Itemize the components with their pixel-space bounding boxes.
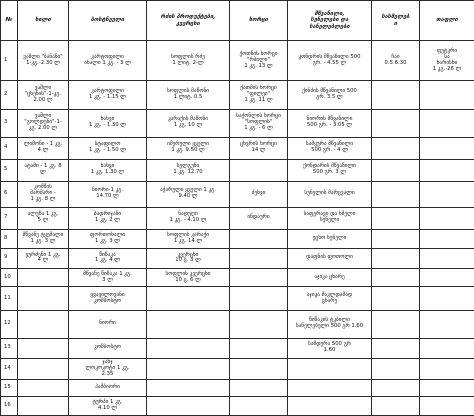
cell-text: სამყურა მწვანილი 500 გრ. - 4 ლ: [305, 141, 354, 154]
cell-text: 16: [4, 402, 11, 409]
fruit-cell: [18, 379, 69, 396]
vegetable-cell: [69, 137, 147, 159]
honey-cell: [420, 207, 474, 229]
vegetable-cell: [69, 249, 147, 269]
row-number: [1, 249, 18, 269]
cell-text: დაფნის ფოთოლი: [306, 254, 353, 261]
dairy-cell: [147, 338, 230, 359]
row-number: [1, 287, 18, 311]
row-number: [1, 41, 18, 81]
cell-text: აჯიკა ცხარე: [314, 273, 345, 280]
drinks-cell: [372, 137, 420, 159]
drinks-cell: [372, 81, 420, 109]
cell-text: ვაშლი "ცხენის"-1-კგ. 2.00 ლ: [24, 85, 62, 103]
row-number: [1, 268, 18, 287]
cell-text: საქონლის ხორცი "სოფლის" 1 კგ. - 6 ლ: [236, 113, 281, 132]
drinks-cell: [372, 109, 420, 137]
meat-cell: [230, 379, 288, 396]
cell-text: 15: [4, 384, 11, 391]
honey-cell: [420, 338, 474, 359]
header-label: ბოსტნეული: [90, 17, 125, 24]
fruit-cell: [18, 159, 69, 181]
table-row: [1, 268, 474, 287]
cell-text: 10: [4, 273, 11, 280]
cell-text: წიწაკის ტკბილი სანელებელი 500 გრ 1.60: [295, 317, 364, 330]
cell-text: მწვანე ტყემალი 1 კგ. 3 ლ: [22, 231, 64, 244]
herbs-cell: [288, 359, 372, 380]
dairy-cell: [147, 41, 230, 81]
table-row: [1, 41, 474, 81]
herbs-cell: [288, 229, 372, 249]
fruit-cell: [18, 287, 69, 311]
cell-text: 8: [4, 234, 8, 241]
header-dairy-eggs: [147, 1, 230, 41]
cell-text: ხახვი 1 კგ. 1.30 ლ: [90, 163, 125, 176]
herbs-cell: [288, 41, 372, 81]
cell-text: ფუტკრი სა ხარისხი 1 კგ.-26 ლ: [432, 47, 462, 72]
row-number: [1, 137, 18, 159]
row-number: [1, 81, 18, 109]
cell-text: 9: [4, 254, 8, 261]
cell-text: ცხვრის ხორცი 14 ლ: [240, 141, 277, 154]
drinks-cell: [372, 181, 420, 207]
row-number: [1, 207, 18, 229]
dairy-cell: [147, 137, 230, 159]
dairy-cell: [147, 397, 230, 416]
cell-text: 2: [4, 91, 8, 98]
cell-text: კარტოფილი ახალი 1 კგ. - 3 ლ: [84, 53, 131, 66]
cell-text: წიწაკა 1 კგ. 4 ლ: [95, 251, 120, 264]
cell-text: მწვანე წიწაკა 1 კგ. 3 ლ: [83, 270, 132, 283]
vegetable-cell: [69, 311, 147, 338]
cell-text: 4: [4, 144, 8, 151]
table-row: [1, 359, 474, 380]
honey-cell: [420, 181, 474, 207]
honey-cell: [420, 229, 474, 249]
table-row: [1, 229, 474, 249]
header-label: №: [5, 17, 13, 24]
honey-cell: [420, 268, 474, 287]
herbs-cell: [288, 338, 372, 359]
vegetable-cell: [69, 181, 147, 207]
cell-text: ალუჩა 1 კგ. 5 ლ: [27, 211, 59, 224]
row-number: [1, 109, 18, 137]
header-label: სასმელებ ი: [381, 14, 410, 27]
drinks-cell: [372, 249, 420, 269]
drinks-cell: [372, 268, 420, 287]
dairy-cell: [147, 311, 230, 338]
fruit-cell: [18, 311, 69, 338]
cell-text: სოფლის რძე 1 ლიტ. 2-ლ: [171, 53, 205, 66]
cell-text: ქინძის მწვანილი 500 გრ. 3.5 ლ: [302, 88, 357, 100]
meat-cell: [230, 137, 288, 159]
header-row: [1, 1, 474, 41]
cell-text: ძეხვი: [251, 190, 266, 197]
cell-text: საფერავი და ხმელი სუნელი: [303, 211, 356, 224]
cell-text: ქონდარის მწვანილი 500 გრ. 3 ლ: [303, 163, 356, 176]
table-row: [1, 81, 474, 109]
dairy-cell: [147, 379, 230, 396]
herbs-cell: [288, 207, 372, 229]
cell-text: 12: [4, 320, 11, 327]
cell-text: სამდურა 500 გრ 1.60: [307, 341, 351, 354]
header-number: [1, 1, 18, 41]
honey-cell: [420, 109, 474, 137]
dairy-cell: [147, 229, 230, 249]
herbs-cell: [288, 181, 372, 207]
herbs-cell: [288, 137, 372, 159]
cell-text: კომბოსტო: [94, 344, 121, 351]
drinks-cell: [372, 338, 420, 359]
cell-text: 13: [4, 344, 11, 351]
cell-text: ჩაი 0.5 6.30: [384, 53, 407, 66]
meat-cell: [230, 109, 288, 137]
cell-text: ქათმის ხორცი "ფილეი" 1 კგ. 11 ლ: [240, 85, 277, 103]
honey-cell: [420, 397, 474, 416]
table-row: [1, 159, 474, 181]
drinks-cell: [372, 159, 420, 181]
honey-cell: [420, 287, 474, 311]
cell-text: ყურძენი 1 კგ. 4 ლ: [25, 251, 61, 264]
vegetable-cell: [69, 338, 147, 359]
meat-cell: [230, 268, 288, 287]
fruit-cell: [18, 359, 69, 380]
cell-text: კარტოფილი 1 კგ. - 1.15 ლ: [89, 88, 126, 100]
herbs-cell: [288, 397, 372, 416]
herbs-cell: [288, 109, 372, 137]
vegetable-cell: [69, 287, 147, 311]
dairy-cell: [147, 287, 230, 311]
cell-text: სოფლის კარაქი 1 კგ. 14 ლ: [167, 231, 209, 244]
cell-text: 11: [4, 294, 11, 301]
table-row: [1, 397, 474, 416]
herbs-cell: [288, 379, 372, 396]
cell-text: ნადუღი 1 კგ. - 4.10 ლ: [169, 211, 207, 224]
cell-text: ატამი - 1 კგ. 8 ლ: [24, 163, 62, 176]
dairy-cell: [147, 181, 230, 207]
fruit-cell: [18, 41, 69, 81]
meat-cell: [230, 181, 288, 207]
cell-text: ქოთნის ხორცი "რბილი" 1 კგ. 13 ლ: [239, 50, 278, 69]
header-meat: [230, 1, 288, 41]
row-number: [1, 311, 18, 338]
cell-text: ჰამბიორი: [95, 384, 120, 391]
cell-text: 6: [4, 190, 8, 197]
header-label: მწვანილი, სუნელები და სანელებლები: [309, 11, 350, 30]
dairy-cell: [147, 359, 230, 380]
dairy-cell: [147, 159, 230, 181]
drinks-cell: [372, 229, 420, 249]
fruit-cell: [18, 81, 69, 109]
honey-cell: [420, 41, 474, 81]
table-header: [1, 1, 474, 41]
meat-cell: [230, 397, 288, 416]
cell-text: ყვავილოვანი კომბოსტო: [90, 291, 125, 304]
honey-cell: [420, 81, 474, 109]
herbs-cell: [288, 268, 372, 287]
honey-cell: [420, 379, 474, 396]
cell-text: ვაშლი "გოლდენი"-1- კგ. 2.00 ლ: [24, 113, 62, 132]
drinks-cell: [372, 359, 420, 380]
cell-text: კარაქის მაწონი 1 კგ. 10 ლ: [167, 116, 209, 129]
cell-text: 14: [4, 365, 11, 372]
vegetable-cell: [69, 359, 147, 380]
fruit-cell: [18, 229, 69, 249]
meat-cell: [230, 338, 288, 359]
cell-text: სულგუნი 1 კგ. 12.70: [173, 163, 203, 176]
table-row: [1, 287, 474, 311]
row-number: [1, 159, 18, 181]
table-row: [1, 379, 474, 396]
cell-text: იმერული ყველი 1 კგ. 9.50 ლ: [167, 141, 209, 154]
cell-text: ინდაური: [247, 214, 270, 221]
row-number: [1, 181, 18, 207]
header-herbs-spices: [288, 1, 372, 41]
table-body: [1, 41, 474, 416]
cell-text: სუნელის მარცვალი: [304, 190, 355, 197]
drinks-cell: [372, 379, 420, 396]
vegetable-cell: [69, 379, 147, 396]
cell-text: ბადრიჯანი 1 კგ. 2 ლ: [93, 211, 122, 224]
vegetable-cell: [69, 268, 147, 287]
cell-text: აჯიკა მაკლდამად ცხარე: [306, 291, 353, 304]
fruit-cell: [18, 338, 69, 359]
vegetable-cell: [69, 109, 147, 137]
cell-text: ლიმონი - 1 კგ. 4 ლ: [23, 141, 63, 154]
cell-text: სოფლის კვერცხი 10 ც. 6 ლ: [165, 270, 211, 283]
cell-text: ჯანჯ ლოკოკოტი 1 კგ. 2.35: [85, 359, 130, 378]
herbs-cell: [288, 81, 372, 109]
header-label: რძის პროდუქტები, კვერცხი: [160, 14, 216, 27]
herbs-cell: [288, 287, 372, 311]
dairy-cell: [147, 109, 230, 137]
cell-text: აჭარული ყველი 1 კგ. 9.40 ლ: [160, 187, 216, 200]
herbs-cell: [288, 311, 372, 338]
cell-text: ნიორი-1 კგ. 14.70 ლ: [91, 187, 124, 200]
fruit-cell: [18, 249, 69, 269]
honey-cell: [420, 359, 474, 380]
vegetable-cell: [69, 41, 147, 81]
table-row: [1, 181, 474, 207]
cell-text: კონდრის მწვანილი 500 გრ. - 4.55 ლ: [298, 53, 361, 66]
honey-cell: [420, 137, 474, 159]
cell-text: სოფლის მაწონი 1 ლიტ. 0.5: [166, 88, 209, 100]
table-row: [1, 207, 474, 229]
table-row: [1, 249, 474, 269]
dairy-cell: [147, 81, 230, 109]
table-row: [1, 109, 474, 137]
row-number: [1, 397, 18, 416]
cell-text: კვერცხი 10 ც. 3 ლ: [175, 251, 201, 264]
vegetable-cell: [69, 397, 147, 416]
meat-cell: [230, 159, 288, 181]
cell-text: კომშის მარმარი - 1 კგ. 8 ლ: [30, 184, 56, 203]
drinks-cell: [372, 397, 420, 416]
meat-cell: [230, 311, 288, 338]
row-number: [1, 379, 18, 396]
meat-cell: [230, 229, 288, 249]
drinks-cell: [372, 41, 420, 81]
honey-cell: [420, 311, 474, 338]
header-fruit: [18, 1, 69, 41]
dairy-cell: [147, 207, 230, 229]
fruit-cell: [18, 207, 69, 229]
fruit-cell: [18, 137, 69, 159]
cell-text: 3: [4, 119, 8, 126]
fruit-cell: [18, 268, 69, 287]
header-honey: [420, 1, 474, 41]
cell-text: ვაშლი "ბანანი" 1-კგ.-2.30 ლ: [23, 53, 63, 66]
cell-text: ტურპი 1 კგ. 4.10 ლ: [92, 399, 123, 412]
fruit-cell: [18, 109, 69, 137]
vegetable-cell: [69, 159, 147, 181]
fruit-cell: [18, 397, 69, 416]
cell-text: 1: [4, 56, 8, 63]
dairy-cell: [147, 249, 230, 269]
meat-cell: [230, 287, 288, 311]
header-label: ხილი: [35, 17, 51, 24]
vegetable-cell: [69, 81, 147, 109]
fruit-cell: [18, 181, 69, 207]
vegetable-cell: [69, 229, 147, 249]
header-label: ხორცი: [249, 17, 268, 24]
herbs-cell: [288, 249, 372, 269]
header-vegetables: [69, 1, 147, 41]
header-drinks: [372, 1, 420, 41]
cell-text: უცხო სუნელი: [312, 234, 347, 241]
herbs-cell: [288, 159, 372, 181]
meat-cell: [230, 359, 288, 380]
meat-cell: [230, 249, 288, 269]
cell-text: ხახვი 1 კგ. - 1.30 ლ: [89, 116, 126, 129]
table-row: [1, 137, 474, 159]
cell-text: ფორთოხალი 1 კგ. 3 ლ: [90, 231, 125, 244]
honey-cell: [420, 249, 474, 269]
drinks-cell: [372, 311, 420, 338]
dairy-cell: [147, 268, 230, 287]
meat-cell: [230, 41, 288, 81]
header-label: თაფლი: [436, 17, 458, 24]
row-number: [1, 338, 18, 359]
drinks-cell: [372, 287, 420, 311]
vegetable-cell: [69, 207, 147, 229]
meat-cell: [230, 81, 288, 109]
table-row: [1, 311, 474, 338]
cell-text: ნიორის მწვანილი 500 გრ. - 3.05 ლ: [306, 116, 353, 129]
row-number: [1, 229, 18, 249]
cell-text: 5: [4, 166, 8, 173]
cell-text: ნიორი: [99, 320, 116, 327]
cell-text: 7: [4, 214, 8, 221]
row-number: [1, 359, 18, 380]
cell-text: სტაფილო 1 კგ. - 1.50 ლ: [89, 141, 126, 154]
honey-cell: [420, 159, 474, 181]
drinks-cell: [372, 207, 420, 229]
meat-cell: [230, 207, 288, 229]
table-row: [1, 338, 474, 359]
